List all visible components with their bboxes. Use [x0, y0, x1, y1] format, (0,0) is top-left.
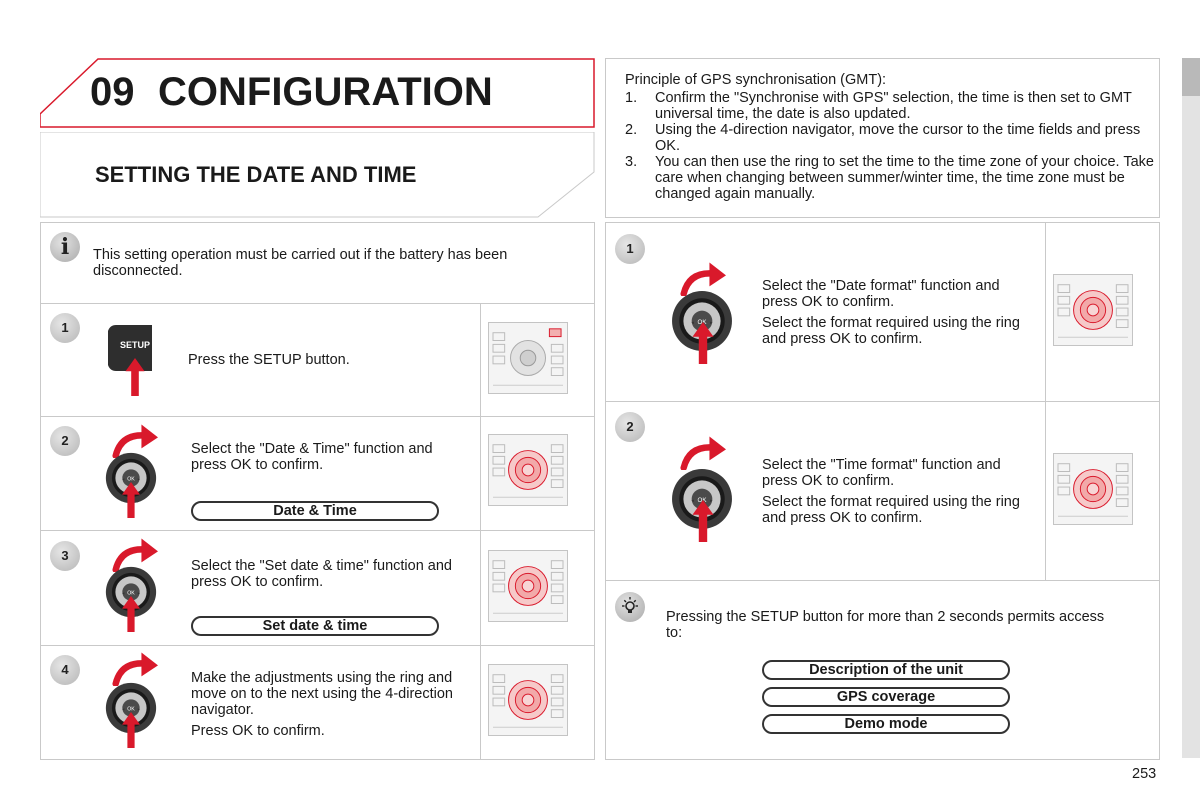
step-number-badge: 4 — [50, 655, 80, 685]
menu-option-pill: Demo mode — [762, 714, 1010, 734]
press-up-arrow-icon — [121, 712, 141, 748]
divider — [40, 416, 595, 417]
page-number: 253 — [1132, 766, 1157, 782]
control-panel-thumbnail — [488, 434, 568, 506]
list-number: 2. — [625, 122, 638, 138]
info-icon: i — [50, 232, 80, 262]
divider — [605, 401, 1160, 402]
section-title-box — [40, 132, 595, 218]
list-number: 3. — [625, 154, 638, 170]
press-up-arrow-icon — [124, 358, 146, 396]
chapter-number: 09 — [90, 70, 135, 114]
menu-option-pill: Date & Time — [191, 501, 439, 521]
step-number-badge: 3 — [50, 541, 80, 571]
divider — [40, 645, 595, 646]
control-panel-thumbnail — [488, 664, 568, 736]
chapter-title: CONFIGURATION — [158, 70, 493, 114]
list-text: Using the 4-direction navigator, move the cursor to the time fields and press OK. — [655, 122, 1141, 154]
step-instruction-confirm: Press OK to confirm. — [191, 723, 325, 739]
press-up-arrow-icon — [121, 482, 141, 518]
rotate-arrow-icon — [112, 652, 158, 686]
list-item — [625, 122, 1165, 154]
chapter-header — [40, 58, 595, 128]
list-text: Confirm the "Synchronise with GPS" selection, the time is then set to GMT universal time, the date is also updated. — [655, 90, 1132, 122]
step-number-badge: 1 — [615, 234, 645, 264]
step-instruction: Press the SETUP button. — [188, 352, 350, 368]
setup-button-label: SETUP — [120, 340, 151, 350]
gps-principle-intro: Principle of GPS synchronisation (GMT): — [625, 72, 887, 88]
divider — [605, 580, 1160, 581]
info-note-text: This setting operation must be carried out if the battery has been disconnected. — [93, 247, 508, 279]
tip-text: Pressing the SETUP button for more than 2 seconds permits access to: — [666, 609, 1105, 641]
control-panel-thumbnail — [1053, 274, 1133, 346]
control-panel-thumbnail — [488, 322, 568, 394]
list-number: 1. — [625, 90, 638, 106]
step-instruction: Select the "Time format" function and press OK to confirm. — [762, 457, 1001, 489]
thumbnail-column-divider — [480, 303, 481, 760]
step-instruction: Select the "Date format" function and press OK to confirm. — [762, 278, 1000, 310]
press-up-arrow-icon — [692, 500, 714, 542]
control-panel-thumbnail — [488, 550, 568, 622]
list-text: You can then use the ring to set the time to the time zone of your choice. Take care when changing between summer/winter time, the time zone must be changed again manually. — [655, 154, 1154, 202]
step-number-badge: 1 — [50, 313, 80, 343]
step-instruction-format: Select the format required using the ring and press OK to confirm. — [762, 315, 1020, 347]
page-edge-tab-marker — [1182, 58, 1200, 96]
list-item — [625, 90, 1165, 122]
step-number-badge: 2 — [615, 412, 645, 442]
step-instruction: Make the adjustments using the ring and move on to the next using the 4-direction navigator. — [191, 670, 453, 718]
menu-option-pill: Description of the unit — [762, 660, 1010, 680]
menu-option-pill: Set date & time — [191, 616, 439, 636]
list-item — [625, 154, 1165, 202]
step-instruction-format: Select the format required using the ring and press OK to confirm. — [762, 494, 1020, 526]
press-up-arrow-icon — [121, 596, 141, 632]
page-edge-tab — [1182, 58, 1200, 758]
section-title: SETTING THE DATE AND TIME — [95, 162, 417, 187]
lightbulb-icon — [615, 592, 645, 622]
step-instruction: Select the "Set date & time" function and press OK to confirm. — [191, 558, 452, 590]
menu-option-pill: GPS coverage — [762, 687, 1010, 707]
divider — [40, 303, 595, 304]
step-instruction: Select the "Date & Time" function and press OK to confirm. — [191, 441, 433, 473]
press-up-arrow-icon — [692, 322, 714, 364]
control-panel-thumbnail — [1053, 453, 1133, 525]
step-number-badge: 2 — [50, 426, 80, 456]
rotate-arrow-icon — [680, 436, 726, 470]
divider — [40, 530, 595, 531]
gps-principle-list — [625, 90, 1165, 202]
